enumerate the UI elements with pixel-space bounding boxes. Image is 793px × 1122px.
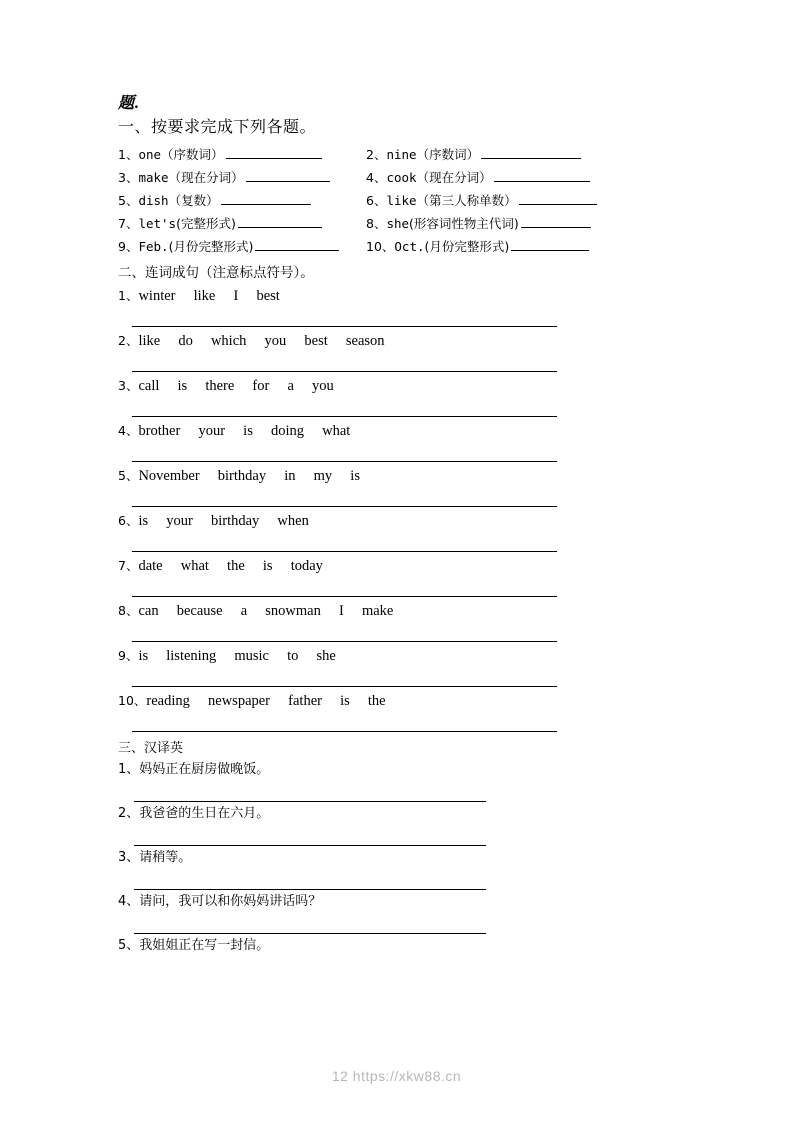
translation-item: [118, 892, 678, 934]
word: father: [288, 693, 322, 709]
word: is: [340, 693, 350, 709]
item-word: let's: [138, 216, 177, 231]
item-hint: (形容词性物主代词): [409, 216, 519, 231]
item-hint: （复数）: [168, 193, 219, 208]
item-number: 4、: [118, 894, 140, 909]
item-word: cook: [386, 170, 417, 185]
word: because: [176, 603, 223, 619]
word: today: [290, 558, 323, 574]
scramble-item: [118, 331, 678, 372]
exercise-row: [118, 143, 678, 166]
section-3-heading: 三、汉译英: [118, 741, 184, 756]
exercise-item: [118, 235, 366, 258]
item-text: 请稍等。: [139, 850, 192, 865]
word: you: [312, 378, 334, 394]
item-text: 妈妈正在厨房做晚饭。: [139, 762, 270, 777]
item-number: 5、: [118, 938, 140, 953]
exercise-item: [118, 166, 366, 189]
item-word: Oct.: [394, 239, 425, 254]
word: is: [138, 648, 149, 664]
word: what: [180, 558, 209, 574]
item-number: 1、: [118, 288, 139, 303]
section-2-list: [118, 286, 678, 732]
answer-line[interactable]: [132, 351, 557, 372]
answer-blank[interactable]: [221, 191, 311, 205]
item-hint: （现在分词）: [416, 170, 492, 185]
translation-prompt: [118, 848, 678, 868]
word: call: [138, 378, 160, 394]
item-number: 3、: [118, 378, 139, 393]
item-number: 1、: [118, 147, 139, 162]
exercise-item: [366, 166, 590, 189]
word: snowman: [265, 603, 321, 619]
word: the: [367, 693, 386, 709]
item-number: 10、: [366, 239, 395, 254]
answer-blank[interactable]: [519, 191, 597, 205]
item-number: 4、: [366, 170, 387, 185]
item-text: 请问，我可以和你妈妈讲话吗？: [139, 894, 322, 909]
exercise-row: [118, 166, 678, 189]
page-footer: 12 https://xkw88.cn: [331, 1068, 462, 1084]
answer-line[interactable]: [134, 868, 486, 890]
item-text: 我爸爸的生日在六月。: [139, 806, 270, 821]
word: make: [361, 603, 394, 619]
item-word: like: [386, 193, 417, 208]
answer-blank[interactable]: [494, 168, 590, 182]
scramble-words: [118, 466, 678, 486]
word: best: [304, 333, 328, 349]
item-hint: (月份完整形式): [424, 239, 510, 254]
item-number: 6、: [366, 193, 387, 208]
item-number: 1、: [118, 762, 140, 777]
exercise-item: [118, 143, 366, 166]
scramble-words: [118, 601, 678, 621]
word: reading: [146, 693, 190, 709]
answer-line[interactable]: [132, 486, 557, 507]
answer-line[interactable]: [134, 780, 486, 802]
word: like: [138, 333, 161, 349]
word: winter: [138, 288, 176, 304]
scramble-item: [118, 286, 678, 327]
exercise-item: [366, 235, 589, 258]
word: a: [240, 603, 248, 619]
item-word: one: [138, 147, 162, 162]
exercise-item: [366, 143, 581, 166]
item-hint: （序数词）: [416, 147, 480, 162]
word: to: [287, 648, 299, 664]
scramble-item: [118, 376, 678, 417]
word: do: [178, 333, 193, 349]
item-number: 8、: [366, 216, 387, 231]
scramble-item: [118, 646, 678, 687]
answer-blank[interactable]: [481, 145, 581, 159]
answer-line[interactable]: [132, 621, 557, 642]
exercise-item: [366, 212, 591, 235]
word: I: [339, 603, 344, 619]
word: I: [233, 288, 239, 304]
scramble-words: [118, 646, 678, 666]
item-number: 7、: [118, 558, 139, 573]
item-word: Feb.: [138, 239, 169, 254]
item-number: 2、: [118, 806, 140, 821]
item-hint: (完整形式): [176, 216, 236, 231]
item-number: 10、: [118, 693, 147, 708]
translation-item: [118, 936, 678, 956]
item-number: 2、: [366, 147, 387, 162]
scramble-item: [118, 466, 678, 507]
word: your: [198, 423, 226, 439]
translation-item: [118, 804, 678, 846]
word: a: [287, 378, 294, 394]
answer-line[interactable]: [134, 824, 486, 846]
word: is: [138, 513, 149, 529]
document-content: [118, 95, 678, 956]
item-word: she: [386, 216, 410, 231]
answer-line[interactable]: [134, 912, 486, 934]
translation-item: [118, 848, 678, 890]
word: doing: [270, 423, 304, 439]
translation-prompt: [118, 936, 678, 956]
word: listening: [166, 648, 217, 664]
answer-blank[interactable]: [238, 214, 322, 228]
item-number: 4、: [118, 423, 139, 438]
word: is: [243, 423, 253, 439]
item-hint: （现在分词）: [168, 170, 244, 185]
word: birthday: [217, 468, 267, 484]
answer-blank[interactable]: [521, 214, 591, 228]
scramble-item: [118, 556, 678, 597]
item-number: 5、: [118, 468, 139, 483]
word: can: [138, 603, 159, 619]
item-number: 7、: [118, 216, 139, 231]
item-text: 我姐姐正在写一封信。: [139, 938, 270, 953]
translation-prompt: [118, 760, 678, 780]
answer-blank[interactable]: [255, 237, 339, 251]
item-word: dish: [138, 193, 169, 208]
word: like: [193, 288, 216, 304]
exercise-item: [118, 212, 366, 235]
word: my: [313, 468, 333, 484]
exercise-item: [118, 189, 366, 212]
scramble-item: [118, 421, 678, 462]
word: music: [234, 648, 269, 664]
word: season: [345, 333, 385, 349]
translation-prompt: [118, 892, 678, 912]
translation-item: [118, 760, 678, 802]
item-hint: (月份完整形式): [168, 239, 254, 254]
answer-line[interactable]: [132, 531, 557, 552]
word: brother: [138, 423, 181, 439]
item-word: nine: [386, 147, 417, 162]
word: newspaper: [208, 693, 271, 709]
word: is: [177, 378, 188, 394]
item-number: 9、: [118, 239, 139, 254]
title-fragment: 题.: [118, 95, 141, 112]
answer-blank[interactable]: [246, 168, 330, 182]
item-number: 6、: [118, 513, 139, 528]
translation-prompt: [118, 804, 678, 824]
scramble-words: [118, 331, 678, 351]
section-1-heading: 一、按要求完成下列各题。: [118, 117, 317, 136]
word: the: [227, 558, 245, 574]
scramble-words: [118, 421, 678, 441]
scramble-words: [118, 511, 678, 531]
exercise-row: [118, 235, 678, 258]
item-number: 8、: [118, 603, 139, 618]
scramble-words: [118, 691, 678, 711]
exercise-row: [118, 189, 678, 212]
item-hint: （第三人称单数）: [416, 193, 517, 208]
item-number: 3、: [118, 170, 139, 185]
word: which: [210, 333, 247, 349]
word: you: [264, 333, 287, 349]
scramble-item: [118, 511, 678, 552]
answer-blank[interactable]: [511, 237, 589, 251]
answer-line[interactable]: [132, 396, 557, 417]
word: birthday: [210, 513, 260, 529]
scramble-words: [118, 376, 678, 396]
section-3-list: [118, 760, 678, 956]
scramble-item: [118, 691, 678, 732]
word: in: [284, 468, 296, 484]
section-1-list: [118, 143, 678, 258]
word: date: [138, 558, 163, 574]
exercise-row: [118, 212, 678, 235]
section-2-heading: 二、连词成句（注意标点符号）。: [118, 265, 314, 281]
answer-line[interactable]: [132, 441, 557, 462]
word: what: [322, 423, 351, 439]
scramble-words: [118, 286, 678, 306]
item-number: 5、: [118, 193, 139, 208]
answer-line[interactable]: [132, 576, 557, 597]
word: for: [252, 378, 270, 394]
item-hint: （序数词）: [161, 147, 224, 162]
word: when: [277, 513, 309, 529]
exercise-item: [366, 189, 597, 212]
item-number: 3、: [118, 850, 140, 865]
word: your: [166, 513, 193, 529]
scramble-item: [118, 601, 678, 642]
word: she: [316, 648, 336, 664]
answer-line[interactable]: [132, 306, 557, 327]
word: November: [138, 468, 200, 484]
answer-line[interactable]: [132, 666, 557, 687]
word: is: [350, 468, 360, 484]
word: is: [262, 558, 273, 574]
answer-blank[interactable]: [226, 145, 322, 159]
item-number: 2、: [118, 333, 139, 348]
word: best: [256, 288, 280, 304]
scramble-words: [118, 556, 678, 576]
item-number: 9、: [118, 648, 139, 663]
item-word: make: [138, 170, 169, 185]
answer-line[interactable]: [132, 711, 557, 732]
word: there: [205, 378, 235, 394]
